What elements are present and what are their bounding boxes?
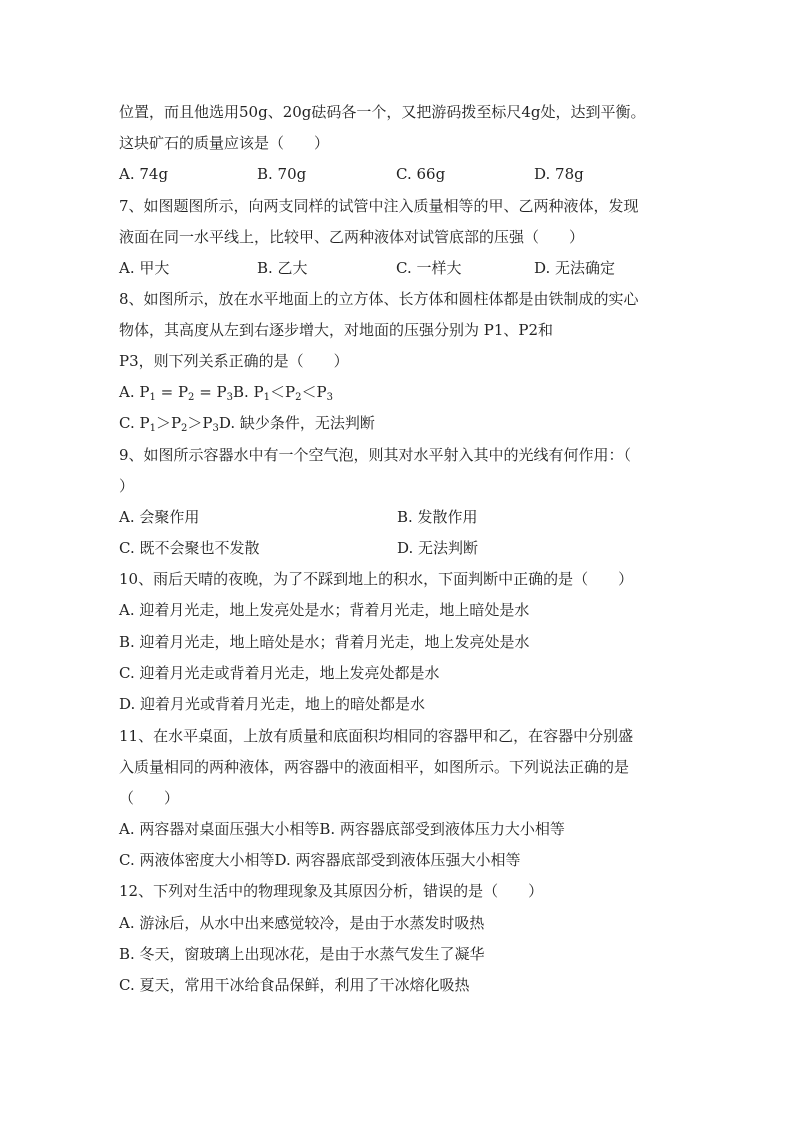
q12-option-c: C. 夏天，常用干冰给食品保鲜，利用了干冰熔化吸热 [119,976,470,994]
q11-stem-line2: 入质量相同的两种液体，两容器中的液面相平，如图所示。下列说法正确的是 [119,758,630,776]
q12-stem: 12、下列对生活中的物理现象及其原因分析，错误的是（ ） [119,882,544,900]
q11-option-cd: C. 两液体密度大小相等D. 两容器底部受到液体压强大小相等 [119,851,521,869]
q7-option-b: B. 乙大 [257,259,308,277]
q6-option-c: C. 66g [396,165,446,183]
q6-stem-line2: 这块矿石的质量应该是（ ） [119,134,330,152]
q7-option-c: C. 一样大 [396,259,462,277]
q8-stem-line1: 8、如图所示，放在水平地面上的立方体、长方体和圆柱体都是由铁制成的实心 [119,290,639,308]
q9-stem-line1: 9、如图所示容器水中有一个空气泡，则其对水平射入其中的光线有何作用：（ [119,446,632,464]
q6-options-row [119,164,584,184]
q10-option-b: B. 迎着月光走，地上暗处是水；背着月光走，地上发亮处是水 [119,633,530,651]
q10-option-d: D. 迎着月光或背着月光走，地上的暗处都是水 [119,695,426,713]
q9-option-c: C. 既不会聚也不发散 [119,539,260,557]
q8-option-ab: A. $P_1 = P_2 = P_3B$. $P_1<P_2<P_3$ [119,383,333,403]
q9-option-a: A. 会聚作用 [119,508,200,526]
q7-option-a: A. 甲大 [119,259,170,277]
q11-option-ab: A. 两容器对桌面压强大小相等B. 两容器底部受到液体压力大小相等 [119,820,565,838]
q8-stem-line2: 物体，其高度从左到右逐步增大，对地面的压强分别为 P1、P2和 [119,321,554,339]
q6-option-a: A. 74g [119,165,169,183]
q7-stem-line2: 液面在同一水平线上，比较甲、乙两种液体对试管底部的压强（ ） [119,228,585,246]
q12-option-b: B. 冬天，窗玻璃上出现冰花，是由于水蒸气发生了凝华 [119,945,485,963]
q7-stem-line1: 7、如图题图所示，向两支同样的试管中注入质量相等的甲、乙两种液体，发现 [119,197,639,215]
q12-option-a: A. 游泳后，从水中出来感觉较冷，是由于水蒸发时吸热 [119,914,485,932]
q6-option-b: B. 70g [257,165,307,183]
q9-option-d: D. 无法判断 [397,539,479,557]
q9-option-b: B. 发散作用 [397,508,478,526]
q8-option-cd: C. $P_1>P_2>P_3D$. 缺少条件，无法判断 [119,414,375,434]
q9-options-row1 [119,507,199,527]
q10-option-c: C. 迎着月光走或背着月光走，地上发亮处都是水 [119,664,440,682]
q8-stem-line3: P3，则下列关系正确的是（ ） [119,352,349,370]
q10-option-a: A. 迎着月光走，地上发亮处是水；背着月光走，地上暗处是水 [119,601,530,619]
q6-stem-line1: 位置，而且他选用50g、20g砝码各一个，又把游码拨至标尺4g处，达到平衡。 [119,103,646,121]
q7-option-d: D. 无法确定 [534,259,616,277]
q10-stem: 10、雨后天晴的夜晚，为了不踩到地上的积水，下面判断中正确的是（ ） [119,570,634,588]
q9-stem-line2: ） [119,477,135,495]
q11-stem-line1: 11、在水平桌面，上放有质量和底面积均相同的容器甲和乙，在容器中分别盛 [119,727,634,745]
q7-options-row [119,258,616,278]
q6-option-d: D. 78g [534,165,584,183]
q11-stem-line3: （ ） [119,789,180,807]
